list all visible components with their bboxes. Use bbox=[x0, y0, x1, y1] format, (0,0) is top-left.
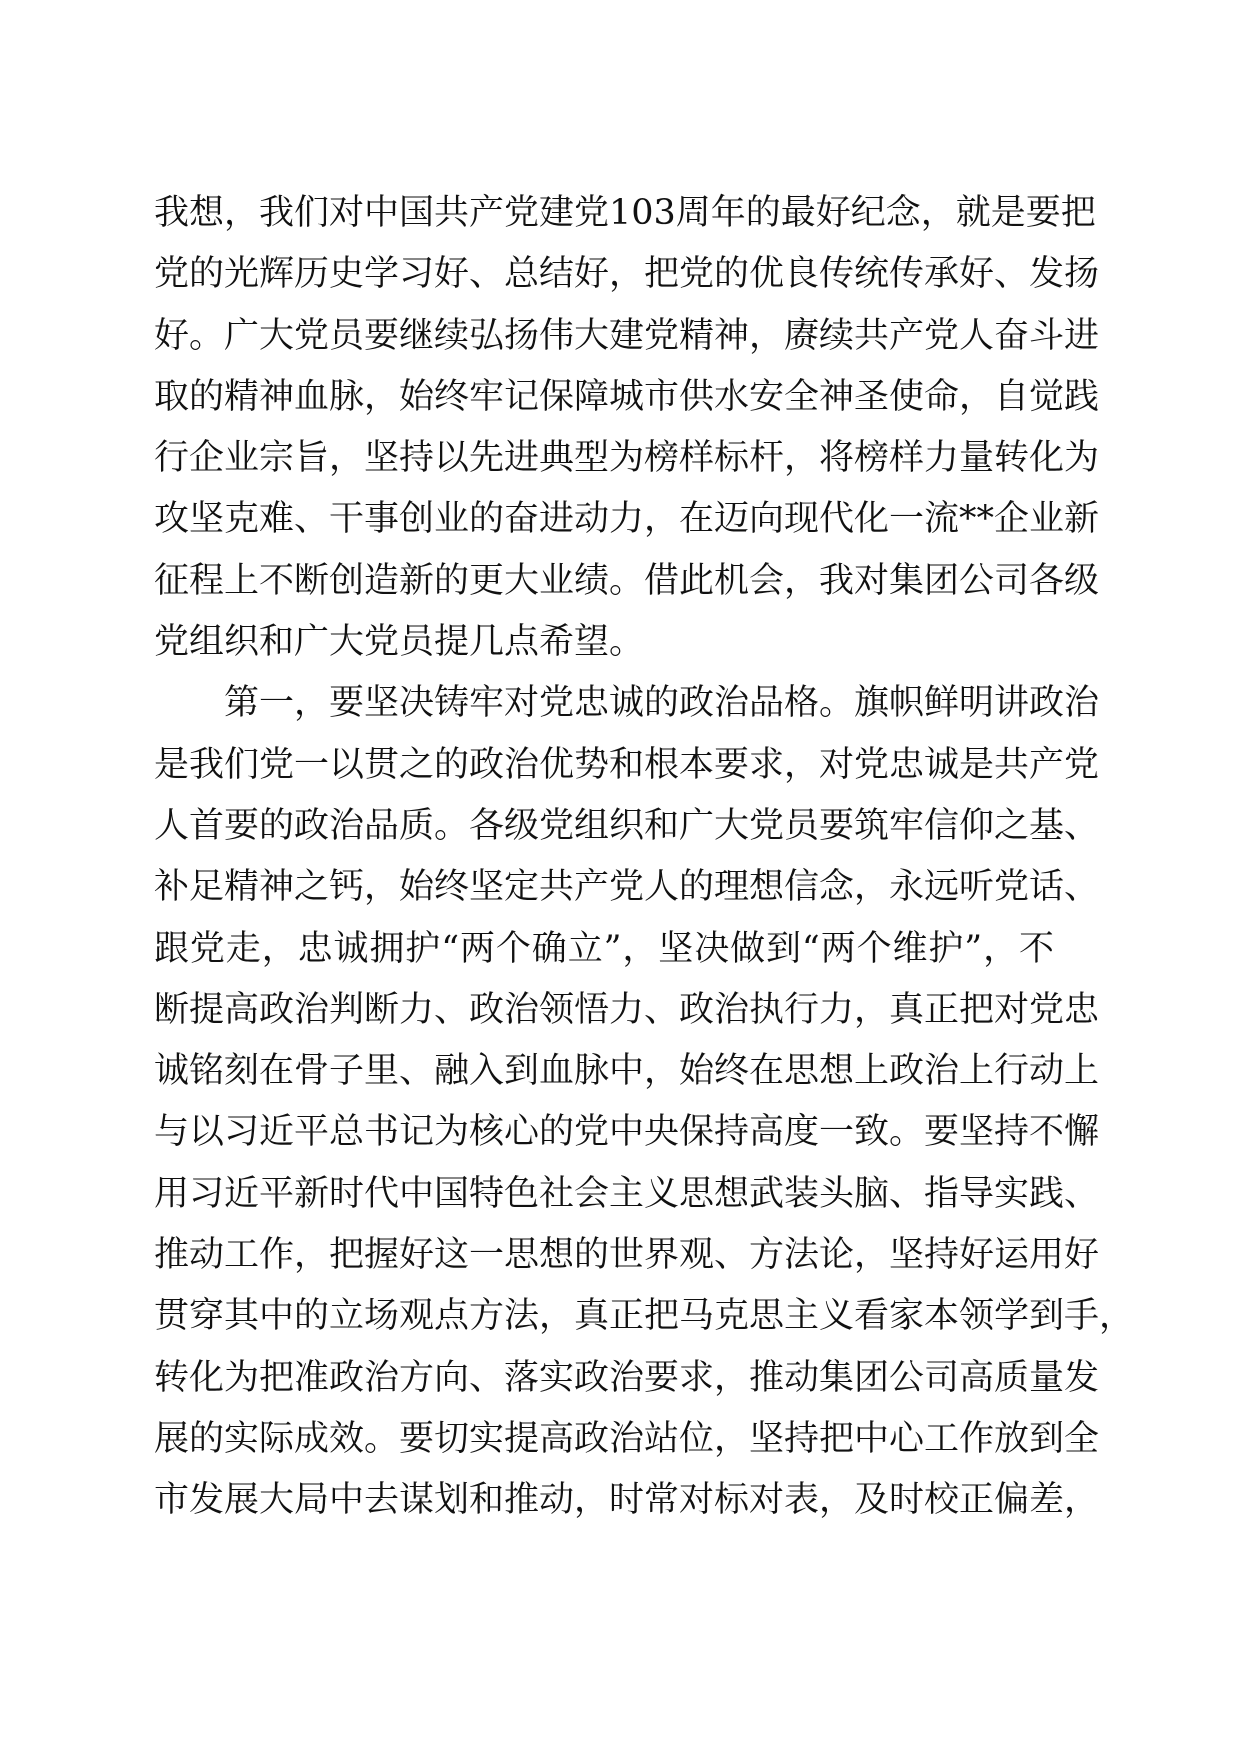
text-line: 展的实际成效。要切实提高政治站位，坚持把中心工作放到全 bbox=[154, 1418, 1100, 1459]
text-line: 断提高政治判断力、政治领悟力、政治执行力，真正把对党忠 bbox=[154, 989, 1100, 1030]
text-line: 转化为把准政治方向、落实政治要求，推动集团公司高质量发 bbox=[154, 1357, 1100, 1398]
text-line: 诚铭刻在骨子里、融入到血脉中，始终在思想上政治上行动上 bbox=[154, 1051, 1100, 1092]
text-line: 人首要的政治品质。各级党组织和广大党员要筑牢信仰之基、 bbox=[154, 805, 1100, 846]
text-line: 我想，我们对中国共产党建党103周年的最好纪念，就是要把 bbox=[154, 193, 1096, 233]
text-line: 征程上不断创造新的更大业绩。借此机会，我对集团公司各级 bbox=[154, 560, 1100, 601]
text-line: 党的光辉历史学习好、总结好，把党的优良传统传承好、发扬 bbox=[154, 254, 1100, 295]
text-line: 贯穿其中的立场观点方法，真正把马克思主义看家本领学到手， bbox=[154, 1296, 1135, 1337]
text-line: 与以习近平总书记为核心的党中央保持高度一致。要坚持不懈 bbox=[154, 1112, 1100, 1153]
text-line: 市发展大局中去谋划和推动，时常对标对表，及时校正偏差， bbox=[154, 1480, 1100, 1521]
text-line: 行企业宗旨，坚持以先进典型为榜样标杆，将榜样力量转化为 bbox=[154, 438, 1100, 479]
text-line: 好。广大党员要继续弘扬伟大建党精神，赓续共产党人奋斗进 bbox=[154, 315, 1100, 356]
text-line: 跟党走，忠诚拥护“两个确立”，坚决做到“两个维护”，不 bbox=[154, 928, 1054, 969]
text-line: 补足精神之钙，始终坚定共产党人的理想信念，永远听党话、 bbox=[154, 867, 1100, 908]
text-line: 第一，要坚决铸牢对党忠诚的政治品格。旗帜鲜明讲政治 bbox=[224, 683, 1100, 724]
text-line: 取的精神血脉，始终牢记保障城市供水安全神圣使命，自觉践 bbox=[154, 376, 1100, 417]
text-line: 党组织和广大党员提几点希望。 bbox=[154, 622, 645, 663]
text-line: 是我们党一以贯之的政治优势和根本要求，对党忠诚是共产党 bbox=[154, 744, 1100, 785]
text-line: 攻坚克难、干事创业的奋进动力，在迈向现代化一流**企业新 bbox=[154, 499, 1100, 540]
document-body bbox=[154, 183, 1135, 1532]
text-line: 推动工作，把握好这一思想的世界观、方法论，坚持好运用好 bbox=[154, 1235, 1100, 1276]
text-line: 用习近平新时代中国特色社会主义思想武装头脑、指导实践、 bbox=[154, 1173, 1100, 1214]
